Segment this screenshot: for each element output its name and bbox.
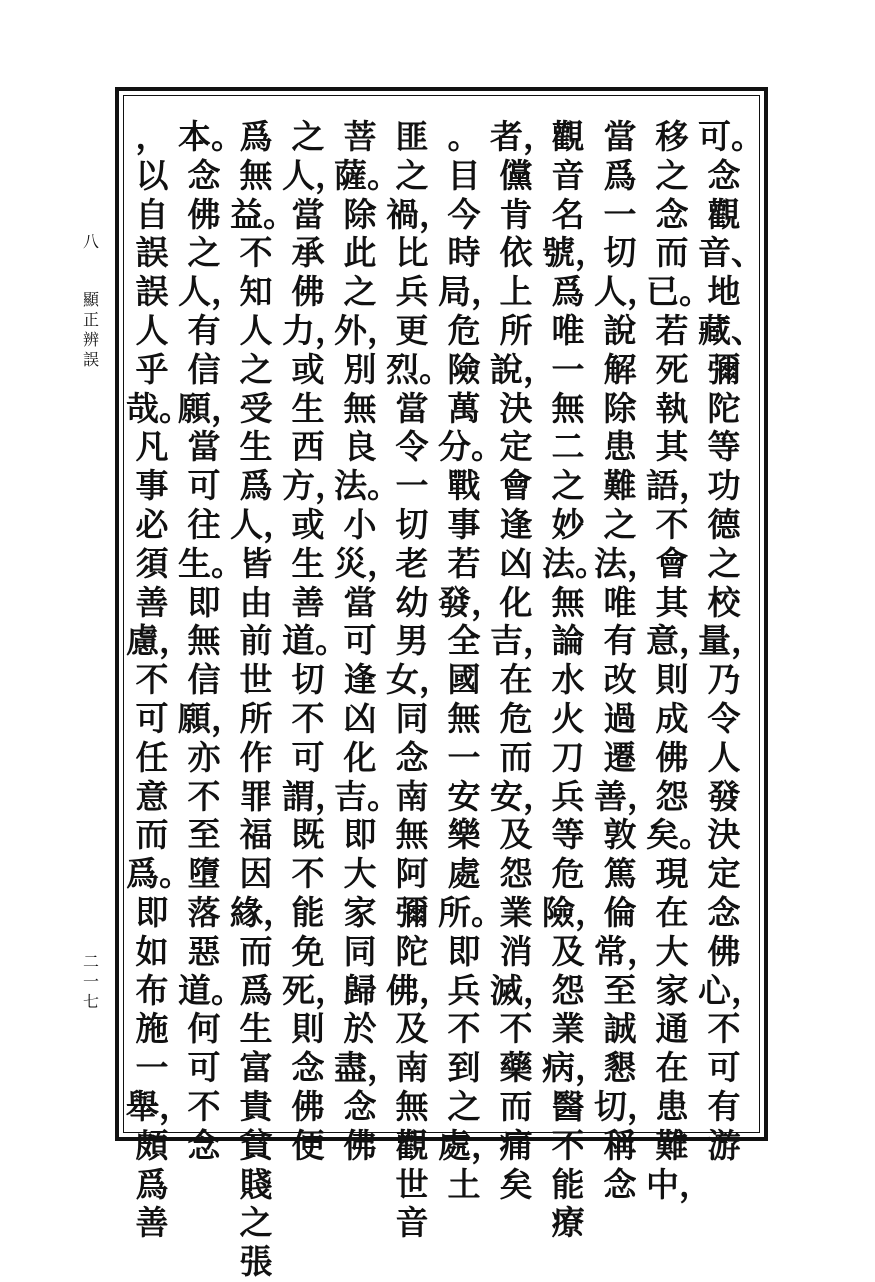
text-column-9: 之人，當承佛力，或生西方，或生善道。切不可謂，既不能免死，則念佛便 [282, 117, 348, 1165]
chapter-number: 八 [82, 232, 99, 251]
page-number: 二一七 [82, 952, 99, 1011]
book-title: 顯正辨誤 [82, 290, 99, 369]
text-column-11: 本。念佛之人，有信願，當可往生。即無信願，亦不至墮落惡道。何可不念 [178, 117, 244, 1165]
text-column-1: 可。念觀音、地藏、彌陀等功德之校量，乃令人發決定念佛心，不可有游 [698, 117, 764, 1165]
text-column-10: 爲無益。不知人之受生爲人，皆由前世所作罪福因緣，而爲生富貴貧賤之張 [230, 117, 296, 1282]
text-column-6: 。目今時局，危險萬分。戰事若發，全國無一安樂處所。即兵不到之處，土 [438, 117, 504, 1204]
text-column-5: 者，儻肯依上所說，決定會逢凶化吉，在危而安，及怨業消滅，不藥而痛矣 [490, 117, 556, 1204]
text-column-8: 菩薩。除此之外，別無良法。小災，當可逢凶化吉。即大家同歸於盡，念佛 [334, 117, 400, 1165]
text-column-2: 移之念而已。若死執其語，不會其意，則成佛怨矣。現在大家通在患難中， [646, 117, 712, 1204]
text-column-4: 觀音名號，爲唯一無二之妙法。無論水火刀兵等危險，及怨業病，醫不能療 [542, 117, 608, 1243]
text-column-7: 匪之禍，比兵更烈。當令一切老幼男女，同念南無阿彌陀佛，及南無觀世音 [386, 117, 452, 1243]
body-text [126, 117, 764, 1282]
text-column-3: 當爲一切人，說解除患難之法，唯有改過遷善，敦篤倫常，至誠懇切，稱念 [594, 117, 660, 1204]
text-column-12: ，以自誤誤人乎哉。凡事必須善慮，不可任意而爲。即如布施一舉，頗爲善 [126, 117, 192, 1243]
